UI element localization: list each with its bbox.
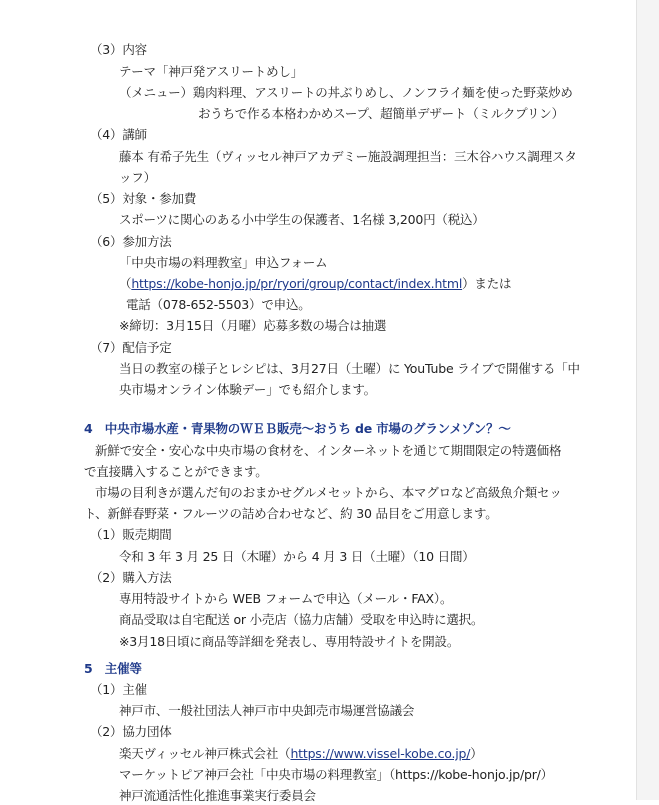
lecturer-line-2: ッフ） (119, 170, 156, 185)
section4-intro-2: で直接購入することができます。 (84, 464, 268, 479)
menu-line-2: おうちで作る本格わかめスープ、超簡単デザート（ミルクプリン） (198, 106, 564, 121)
distribution-line-1: 当日の教室の様子とレシピは、3月27日（土曜）に YouTube ライブで開催する「中 (119, 361, 580, 376)
phone-text: 電話（078-652-5503）で申込。 (126, 297, 311, 312)
item6-title: （6）参加方法 (90, 234, 172, 249)
cooperator-line-1 (119, 745, 483, 763)
menu-line-1: （メニュー）鶏肉料理、アスリートの丼ぶりめし、ノンフライ麺を使った野菜炒め (119, 85, 573, 100)
item7-title: （7）配信予定 (90, 340, 172, 355)
section5-title: 5 主催等 (84, 661, 142, 676)
target-text: スポーツに関心のある小中学生の保護者、1名様 3,200円（税込） (119, 212, 485, 227)
s4-item1-title: （1）販売期間 (90, 527, 172, 542)
purchase-method-3: ※3月18日頃に商品等詳細を発表し、専用特設サイトを開設。 (119, 634, 460, 649)
cooperator-line-3: 神戸流通活性化推進事業実行委員会 (119, 788, 316, 803)
form-link-close: ）または (462, 276, 512, 291)
right-gutter (636, 0, 659, 800)
item4-title: （4）講師 (90, 127, 147, 142)
cooperator-1-name: 楽天ヴィッセル神戸株式会社（ (119, 746, 291, 761)
cooperator-line-2: マーケットピア神戸会社「中央市場の料理教室」（https://kobe-honjo.jp/pr/） (119, 767, 553, 782)
section4-intro-1: 新鮮で安全・安心な中央市場の食材を、インターネットを通じて期間限定の特選価格 (95, 443, 562, 458)
vissel-url-link[interactable]: https://www.vissel-kobe.co.jp/ (290, 746, 471, 761)
cooperator-1-close: ） (470, 746, 483, 761)
purchase-method-1: 専用特設サイトから WEB フォームで申込（メール・FAX）。 (119, 591, 453, 606)
s4-item2-title: （2）購入方法 (90, 570, 172, 585)
item5-title: （5）対象・参加費 (90, 191, 197, 206)
form-url-link[interactable]: https://kobe-honjo.jp/pr/ryori/group/contact/index.html (131, 276, 463, 291)
s5-item2-title: （2）協力団体 (90, 724, 172, 739)
distribution-line-2: 央市場オンライン体験デー」でも紹介します。 (119, 382, 376, 397)
section4-title: 4 中央市場水産・青果物のＷＥＢ販売～おうち de 市場のグランメゾン？～ (84, 421, 511, 436)
lecturer-line-1: 藤本 有希子先生（ヴィッセル神戸アカデミー施設調理担当：三木谷ハウス調理スタ (119, 149, 577, 164)
form-link-open: （ (119, 276, 132, 291)
sales-period: 令和 3 年 3 月 25 日（木曜）から 4 月 3 日（土曜）（10 日間） (119, 549, 475, 564)
purchase-method-2: 商品受取は自宅配送 or 小売店（協力店舗）受取を申込時に選択。 (119, 612, 484, 627)
section4-intro-4: ト、新鮮春野菜・フルーツの詰め合わせなど、約 30 品目をご用意します。 (84, 506, 498, 521)
item3-title: （3）内容 (90, 42, 147, 57)
section4-intro-3: 市場の目利きが選んだ旬のおまかせグルメセットから、本マグロなど高級魚介類セッ (95, 485, 562, 500)
s5-item1-title: （1）主催 (90, 682, 147, 697)
theme-text: テーマ「神戸発アスリートめし」 (119, 64, 304, 79)
form-name: 「中央市場の料理教室」申込フォーム (119, 255, 328, 270)
deadline-text: ※締切：3月15日（月曜）応募多数の場合は抽選 (119, 318, 387, 333)
form-link-line (119, 275, 511, 293)
host-text: 神戸市、一般社団法人神戸市中央卸売市場運営協議会 (119, 703, 415, 718)
